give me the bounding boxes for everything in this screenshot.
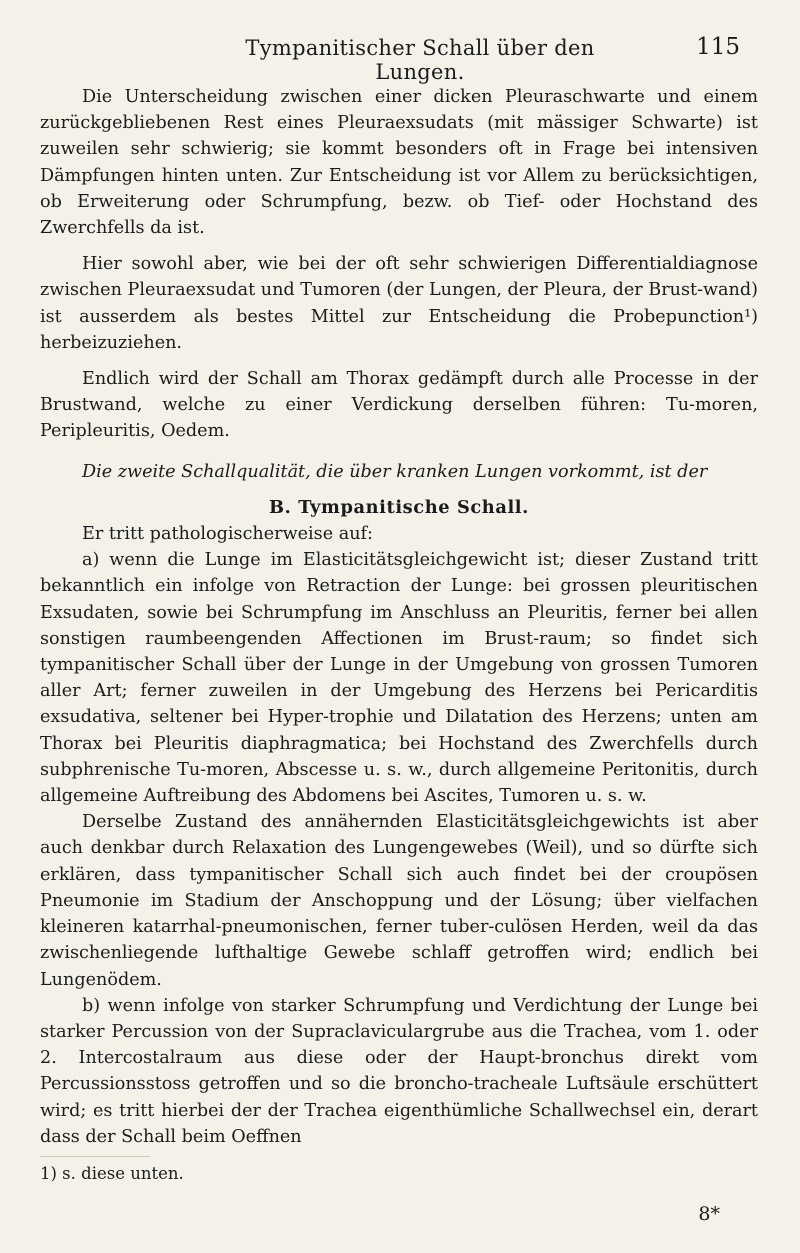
paragraph-b: b) wenn infolge von starker Schrumpfung und Verdichtung der Lunge bei starker Percussion von der Supraclaviculargrube aus die Trachea, vom 1. oder 2. Intercostalraum aus diese oder der Haupt-bronchus direkt vom Percussionsstoss getroffen und so die broncho-tracheale Luftsäule erschüttert wird; es tritt hierbei der der Trachea eigenthümliche Schallwechsel ein, derart dass der Schall beim Oeffnen bbox=[40, 995, 758, 1147]
paragraph-2: Hier sowohl aber, wie bei der oft sehr schwierigen Differentialdiagnose zwischen Pleuraexsudat und Tumoren (der Lungen, der Pleura, der Brust-wand) ist ausserdem als bestes Mittel zur Entscheidung die Probepunction¹) herbeizuziehen. bbox=[40, 254, 758, 353]
page-header bbox=[80, 34, 740, 84]
paragraph-relaxation: Derselbe Zustand des annähernden Elasticitätsgleichgewichts ist aber auch denkbar durch Relaxation des Lungengewebes (Weil), und so dürfte sich erklären, dass tympanitischer Schall sich auch findet bei der croupösen Pneumonie im Stadium der Anschoppung und der Lösung; über vielfachen kleineren katarrhal-pneumonischen, ferner tuber-culösen Herden, weil da das zwischenliegende lufthaltige Gewebe schlaff getroffen wird; endlich bei Lungenödem. bbox=[40, 812, 758, 990]
body-text bbox=[40, 84, 758, 1150]
paragraph-1: Die Unterscheidung zwischen einer dicken Pleuraschwarte und einem zurückgebliebenen Rest eines Pleuraexsudats (mit mässiger Schwarte) ist zuweilen sehr schwierig; sie kommt besonders oft in Frage bei intensiven Dämpfungen hinten unten. Zur Entscheidung ist vor Allem zu berücksichtigen, ob Erweiterung oder Schrumpfung, bezw. ob Tief- oder Hochstand des Zwerchfells da ist. bbox=[40, 87, 758, 239]
page-number: 115 bbox=[696, 34, 740, 60]
signature-mark: 8* bbox=[698, 1203, 720, 1225]
paragraph-3: Endlich wird der Schall am Thorax gedämpft durch alle Processe in der Brustwand, welche zu einer Verdickung derselben führen: Tu-moren, Peripleuritis, Oedem. bbox=[40, 369, 758, 442]
paragraph-a: a) wenn die Lunge im Elasticitätsgleichgewicht ist; dieser Zustand tritt bekanntlich ein infolge von Retraction der Lunge: bei grossen pleuritischen Exsudaten, sowie bei Schrumpfung im Anschluss an Pleuritis, ferner bei allen sonstigen raumbeengenden Affectionen im Brust-raum; so findet sich tympanitischer Schall über der Lunge in der Umgebung von grossen Tumoren aller Art; ferner zuweilen in der Umgebung des Herzens bei Pericarditis exsudativa, seltener bei Hyper-trophie und Dilatation des Herzens; unten am Thorax bei Pleuritis diaphragmatica; bei Hochstand des Zwerchfells durch subphrenische Tu-moren, Abscesse u. s. w., durch allgemeine Peritonitis, durch allgemeine Auftreibung des Abdomens bei Ascites, Tumoren u. s. w. bbox=[40, 550, 758, 807]
footnote-rule bbox=[40, 1156, 150, 1157]
section-heading: B. Tympanitische Schall. bbox=[269, 496, 529, 518]
running-head: Tympanitischer Schall über den Lungen. bbox=[245, 36, 595, 84]
footnote: 1) s. diese unten. bbox=[40, 1164, 184, 1183]
paragraph-intro: Er tritt pathologischerweise auf: bbox=[82, 524, 373, 545]
paragraph-transition: Die zweite Schallqualität, die über kranken Lungen vorkommt, ist der bbox=[82, 461, 708, 482]
